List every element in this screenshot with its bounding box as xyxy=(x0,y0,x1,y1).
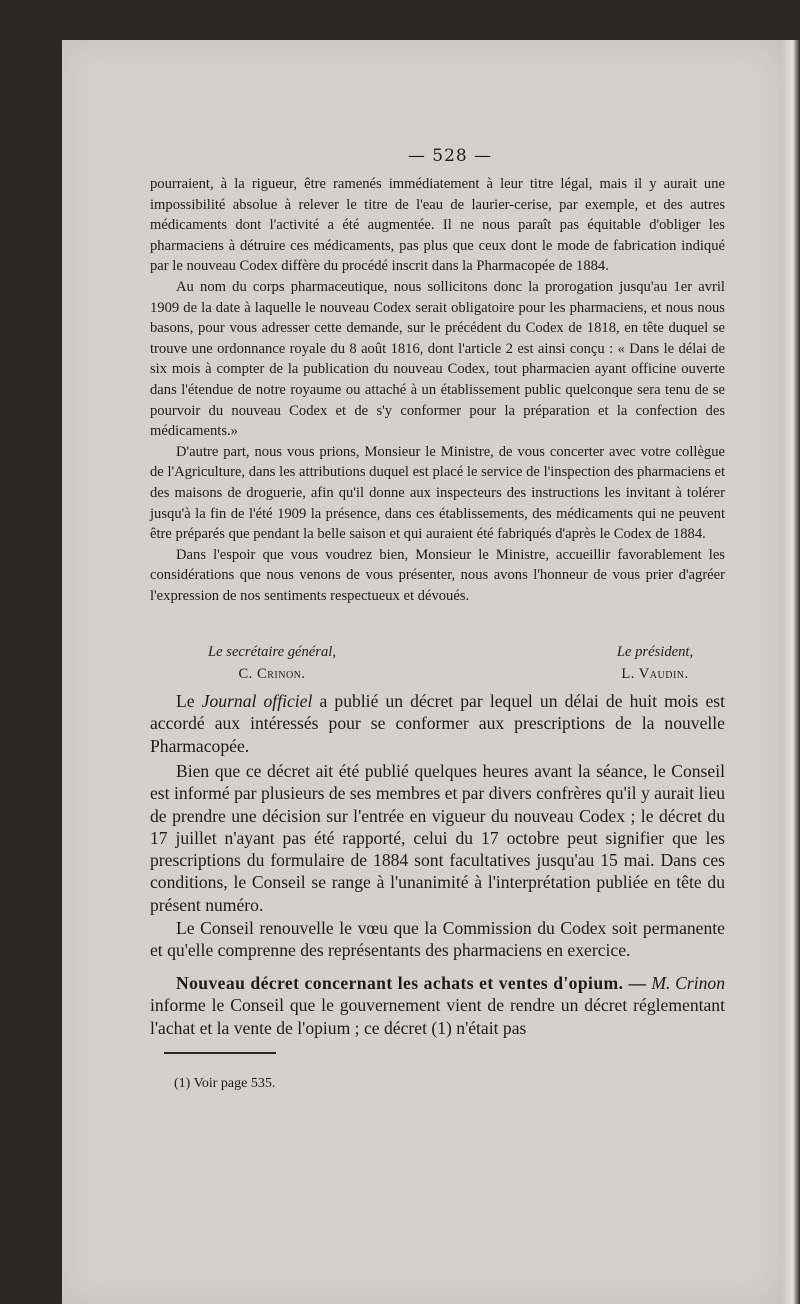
text-run: Le Conseil renouvelle le vœu que la Commission du Codex soit permanente et qu'elle comprenne des représentants des pharmaciens en exercice. xyxy=(150,918,725,961)
text-run: a publié un décret par lequel un délai de huit mois est accordé aux intéressés pour se conformer aux prescriptions de la nouvelle Pharmacopée. xyxy=(150,691,725,756)
signature-title: Le président, xyxy=(616,644,694,660)
letter-paragraph: Au nom du corps pharmaceutique, nous sollicitons donc la prorogation jusqu'au 1er avril 1909 de la date à laquelle le nouveau Codex serait obligatoire pour les pharmaciens, et nous nous basons, pour vous adresser cette demande, sur le précédent du Codex de 1818, en tête duquel se trouve une ordonnance royale du 8 août 1816, dont l'article 2 est ainsi conçu : « Dans le délai de six mois à compter de la publication du nouveau Codex, tout pharmacien ayant officine ouverte dans l'étendue de notre royaume ou attaché à un établissement public quelconque sera tenu de se pourvoir du nouveau Codex et de s'y conformer pour la préparation et la confection des médicaments.» xyxy=(150,278,725,440)
section-heading: Nouveau décret concernant les achats et ventes d'opium. — xyxy=(176,973,647,993)
letter-paragraph: D'autre part, nous vous prions, Monsieur le Ministre, de vous concerter avec votre collègue de l'Agriculture, dans les attributions duquel est placé le service de l'inspection des pharmaciens et des maisons de droguerie, afin qu'il donne aux inspecteurs des instructions les invitant à tolérer jusqu'à la fin de l'été 1909 la présence, dans ces établissements, des médicaments qui ne peuvent être préparés que pendant la belle saison et qui auraient été fabriqués d'après le Codex de 1884. xyxy=(150,443,725,543)
signature-name: C. Crinon. xyxy=(238,666,306,682)
paragraph-nouveau-decret xyxy=(150,972,725,1039)
paragraph-conseil xyxy=(150,917,725,962)
paragraph-bien-que xyxy=(150,760,725,916)
text-run: informe le Conseil que le gouvernement vient de rendre un décret réglementant l'achat et la vente de l'opium ; ce décret (1) n'était pas xyxy=(150,995,725,1038)
signature-secretary xyxy=(172,641,372,685)
text-run: Bien que ce décret ait été publié quelques heures avant la séance, le Conseil est informé par plusieurs de ses membres et par divers confrères qu'il y aurait lieu de prendre une décision sur l'entrée en vigueur du nouveau Codex ; le décret du 17 juillet n'ayant pas été rapporté, celui du 17 octobre peut signifier que les prescriptions du formulaire de 1884 sont facultatives jusqu'au 15 mai. Dans ces conditions, le Conseil se range à l'unanimité à l'interprétation publiée en tête du présent numéro. xyxy=(150,761,725,915)
paragraph-journal-officiel xyxy=(150,690,725,757)
footnote: (1) Voir page 535. xyxy=(174,1076,276,1091)
text-run: Le xyxy=(176,691,202,711)
page-edge xyxy=(782,40,800,1304)
journal-title: Journal officiel xyxy=(201,691,313,711)
letter-text xyxy=(150,174,725,606)
signature-title: Le secrétaire général, xyxy=(208,644,336,660)
footnote-rule xyxy=(164,1052,276,1054)
letter-paragraph: Dans l'espoir que vous voudrez bien, Monsieur le Ministre, accueillir favorablement les considérations que nous venons de vous présenter, nous avons l'honneur de vous prier d'agréer l'expression de nos sentiments respectueux et dévoués. xyxy=(150,546,725,604)
letter-paragraph: pourraient, à la rigueur, être ramenés immédiatement à leur titre légal, mais il y aurait une impossibilité absolue à relever le titre de l'eau de laurier-cerise, par exemple, et des autres médicaments dont l'activité a été augmentée. Il ne nous paraît pas équitable d'obliger les pharmaciens à détruire ces médicaments, pas plus que ceux dont le mode de fabrication indiqué par le nouveau Codex diffère du procédé inscrit dans la Pharmacopée de 1884. xyxy=(150,176,725,275)
signature-name: L. Vaudin. xyxy=(621,666,689,682)
signature-president xyxy=(570,641,740,685)
page-number: — 528 — xyxy=(407,146,493,166)
speaker-name: M. Crinon xyxy=(651,973,725,993)
